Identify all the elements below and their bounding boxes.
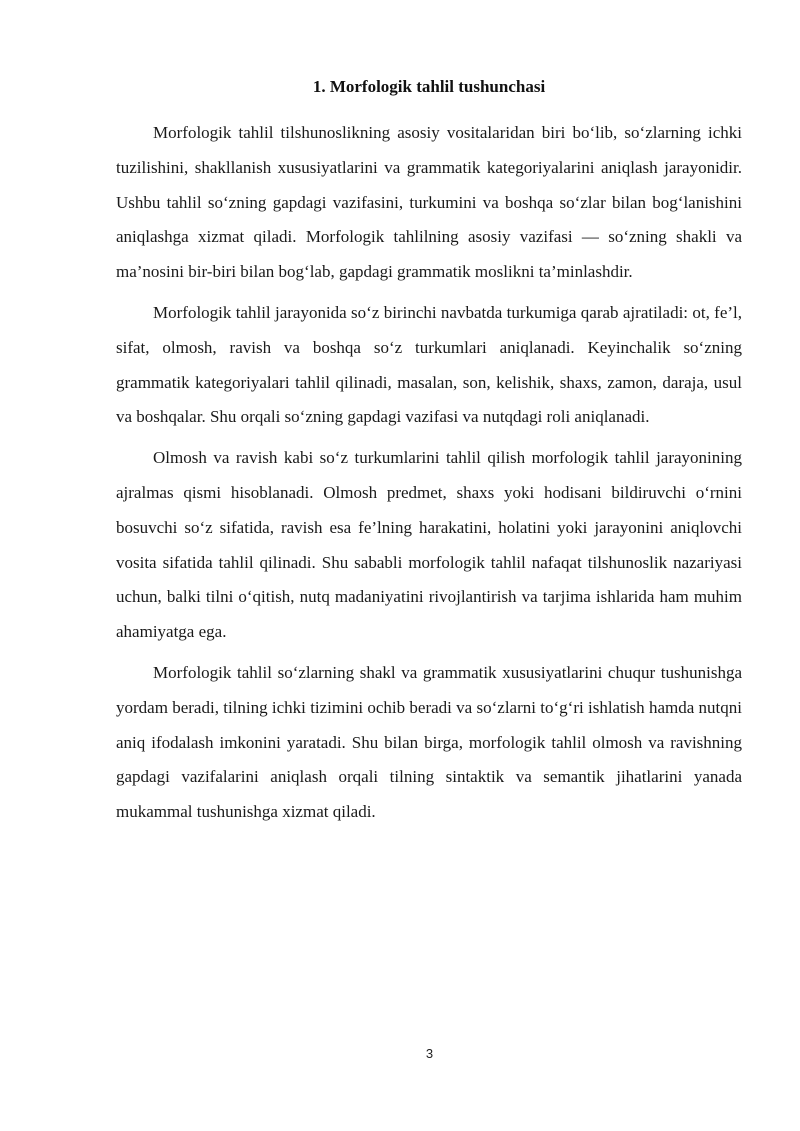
- body-text: [116, 116, 742, 836]
- paragraph-3: Olmosh va ravish kabi so‘z turkumlarini tahlil qilish morfologik tahlil jarayonining ajralmas qismi hisoblanadi. Olmosh predmet, shaxs yoki hodisani bildiruvchi o‘rnini bosuvchi so‘z sifatida, ravish esa fe’lning harakatini, holatini yoki jarayonini aniqlovchi vosita sifatida tahlil qilinadi. Shu sababli morfologik tahlil nafaqat tilshunoslik nazariyasi uchun, balki tilni o‘qitish, nutq madaniyatini rivojlantirish va tarjima ishlarida ham muhim ahamiyatga ega.: [116, 448, 742, 642]
- section-heading: 1. Morfologik tahlil tushunchasi: [312, 77, 546, 96]
- paragraph-4: Morfologik tahlil so‘zlarning shakl va grammatik xususiyatlarini chuqur tushunishga yordam beradi, tilning ichki tizimini ochib beradi va so‘zlarni to‘g‘ri ishlatish hamda nutqni aniq ifodalash imkonini yaratadi. Shu bilan birga, morfologik tahlil olmosh va ravishning gapdagi vazifalarini aniqlash orqali tilning sintaktik va semantik jihatlarini yanada mukammal tushunishga xizmat qiladi.: [116, 662, 742, 822]
- paragraph-1: Morfologik tahlil tilshunoslikning asosiy vositalaridan biri bo‘lib, so‘zlarning ichki tuzilishini, shakllanish xususiyatlarini va grammatik kategoriyalarini aniqlash jarayonidir. Ushbu tahlil so‘zning gapdagi vazifasini, turkumini va boshqa so‘zlar bilan bog‘lanishini aniqlashga xizmat qiladi. Morfologik tahlilning asosiy vazifasi — so‘zning shakli va ma’nosini bir-biri bilan bog‘lab, gapdagi grammatik moslikni ta’minlashdir.: [116, 123, 742, 282]
- page-number: 3: [425, 1046, 434, 1061]
- paragraph-2: Morfologik tahlil jarayonida so‘z birinchi navbatda turkumiga qarab ajratiladi: ot, fe’l, sifat, olmosh, ravish va boshqa so‘z turkumlari aniqlanadi. Keyinchalik so‘zning grammatik kategoriyalari tahlil qilinadi, masalan, son, kelishik, shaxs, zamon, daraja, usul va boshqalar. Shu orqali so‘zning gapdagi vazifasi va nutqdagi roli aniqlanadi.: [116, 302, 742, 427]
